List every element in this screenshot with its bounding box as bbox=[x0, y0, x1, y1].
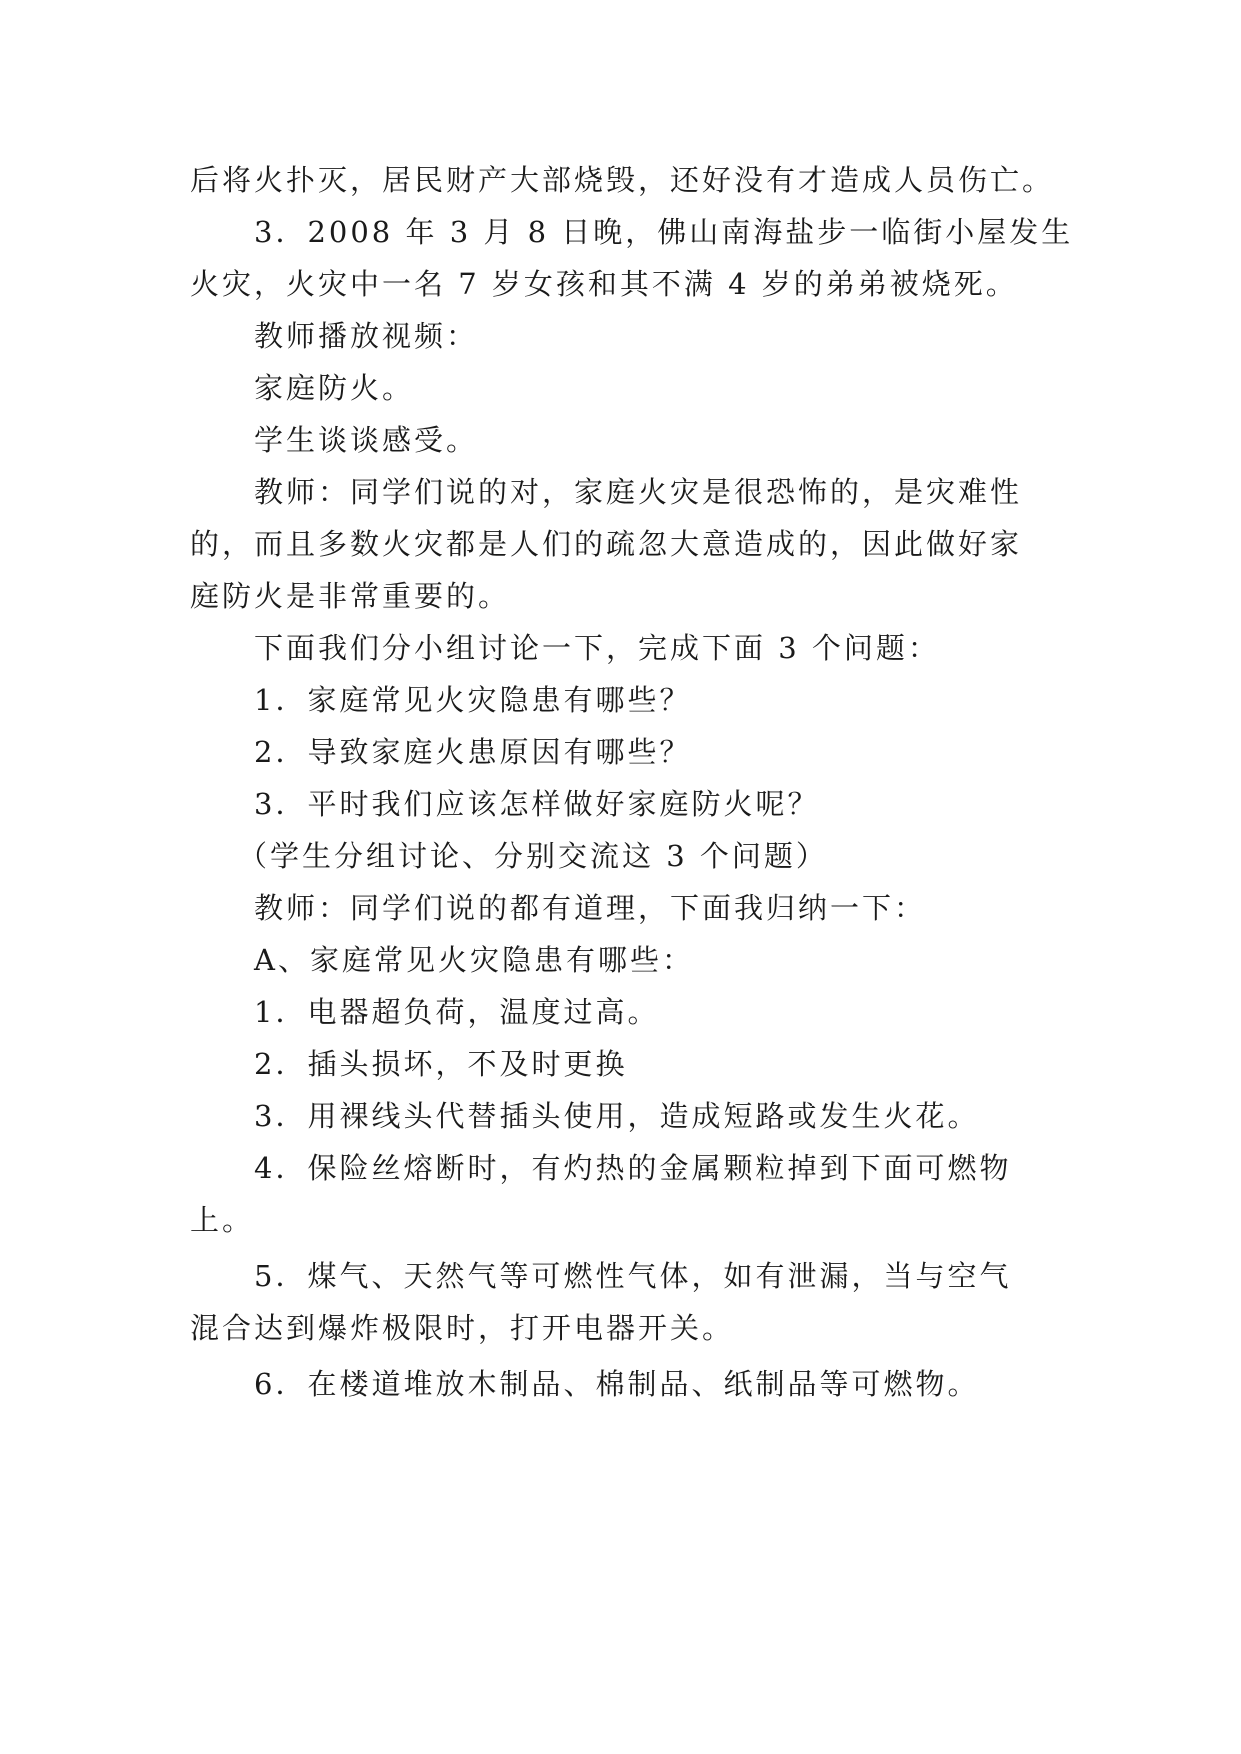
list-item-text: 3．2008 年 3 月 8 日晚，佛山南海盐步一临街小屋发生 bbox=[254, 215, 1074, 249]
paragraph-line: 教师播放视频： bbox=[254, 319, 479, 353]
parenthetical-note: （学生分组讨论、分别交流这 3 个问题） bbox=[238, 839, 828, 873]
hazard-item: 3．用裸线头代替插头使用，造成短路或发生火花。 bbox=[254, 1099, 980, 1133]
body-line: 混合达到爆炸极限时，打开电器开关。 bbox=[190, 1311, 735, 1345]
hazard-item: 4．保险丝熔断时，有灼热的金属颗粒掉到下面可燃物 bbox=[254, 1151, 1012, 1185]
hazard-item: 6．在楼道堆放木制品、棉制品、纸制品等可燃物。 bbox=[254, 1367, 980, 1401]
hazard-item: 5．煤气、天然气等可燃性气体，如有泄漏，当与空气 bbox=[254, 1259, 1012, 1293]
body-line: 上。 bbox=[190, 1203, 255, 1237]
section-heading: A、家庭常见火灾隐患有哪些： bbox=[254, 943, 694, 977]
paragraph-line: 家庭防火。 bbox=[254, 371, 415, 405]
paragraph-line: 教师：同学们说的对，家庭火灾是很恐怖的，是灾难性 bbox=[254, 475, 1023, 509]
hazard-item: 2．插头损坏，不及时更换 bbox=[254, 1047, 628, 1081]
body-line: 的，而且多数火灾都是人们的疏忽大意造成的，因此做好家 bbox=[190, 527, 1023, 561]
question-item: 1．家庭常见火灾隐患有哪些？ bbox=[254, 683, 692, 717]
paragraph-line: 学生谈谈感受。 bbox=[254, 423, 479, 457]
body-line: 后将火扑灭，居民财产大部烧毁，还好没有才造成人员伤亡。 bbox=[190, 163, 1055, 197]
body-line: 火灾，火灾中一名 7 岁女孩和其不满 4 岁的弟弟被烧死。 bbox=[190, 267, 1018, 301]
question-item: 3．平时我们应该怎样做好家庭防火呢？ bbox=[254, 787, 820, 821]
hazard-item: 1．电器超负荷，温度过高。 bbox=[254, 995, 660, 1029]
question-item: 2．导致家庭火患原因有哪些？ bbox=[254, 735, 692, 769]
paragraph-line: 教师：同学们说的都有道理，下面我归纳一下： bbox=[254, 891, 927, 925]
body-line: 庭防火是非常重要的。 bbox=[190, 579, 511, 613]
paragraph-line: 下面我们分小组讨论一下，完成下面 3 个问题： bbox=[254, 631, 940, 665]
